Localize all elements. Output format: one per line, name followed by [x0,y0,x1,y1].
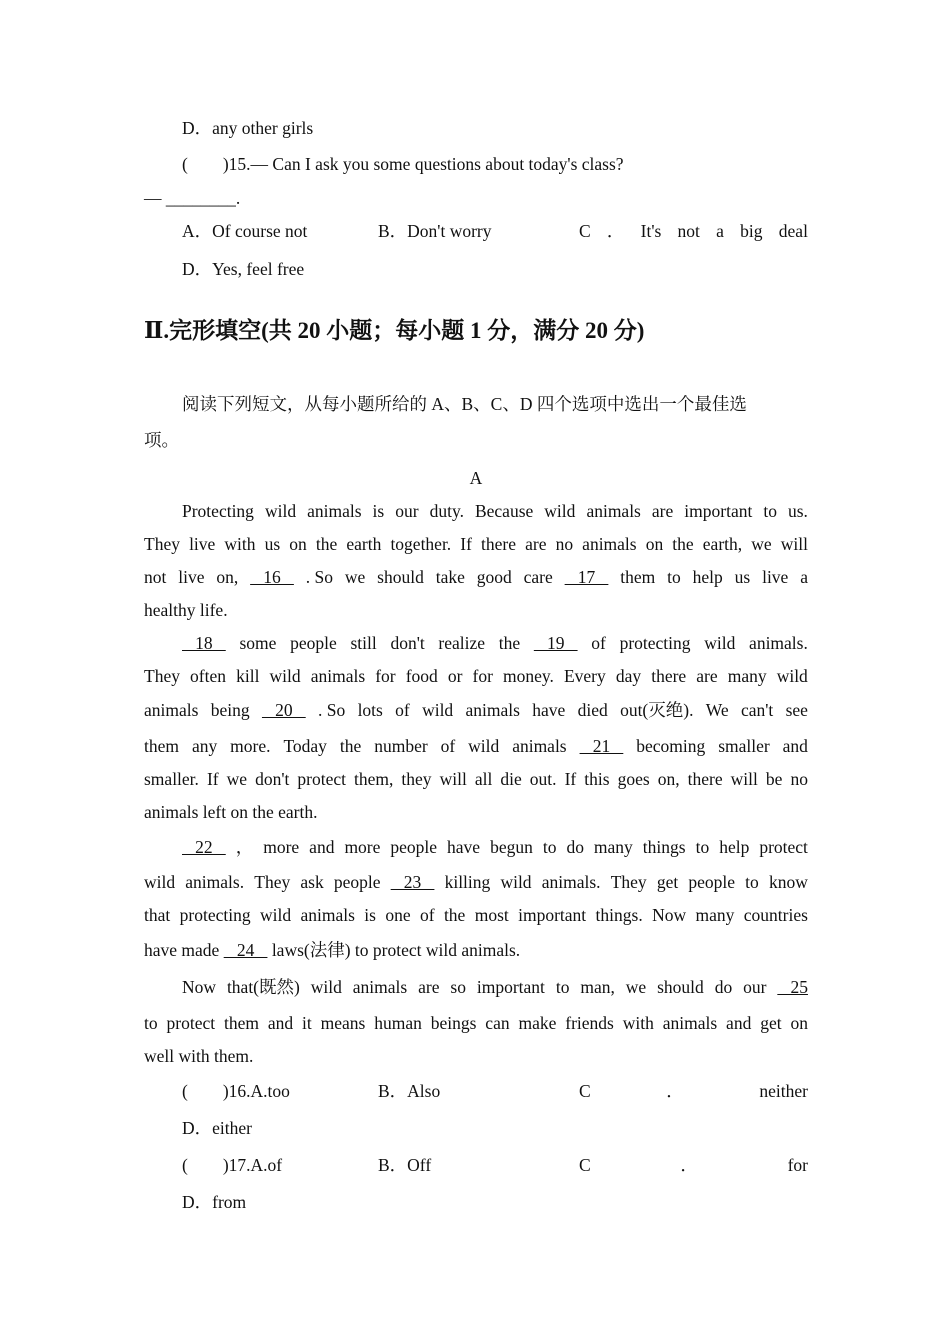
word: die [500,769,522,789]
word: on [790,1013,808,1033]
word: Today [283,736,327,756]
word: of [395,700,410,720]
word: our [743,977,767,997]
instructions-line-1: 阅读下列短文，从每小题所给的 A、B、C、D 四个选项中选出一个最佳选 [182,394,747,414]
word: of [440,736,456,756]
word: ． [666,1081,684,1101]
word: wild [468,736,500,756]
word: C [579,1155,591,1175]
word: have [532,700,566,720]
word: our [395,501,419,521]
word: we [751,534,772,554]
word: often [190,666,227,686]
word: some [239,633,277,653]
passage-line [144,734,808,758]
word: are [651,501,674,521]
passage-label: A [469,468,483,488]
answer-blank: 19 [533,633,578,653]
word: the [315,534,338,554]
word: . So [305,567,333,587]
answer-blank: 23 [390,872,435,892]
word: and [782,736,808,756]
word: killing [444,872,491,892]
word: C [579,1081,591,1101]
word: any [191,736,218,756]
word: neither [759,1081,808,1101]
word: live [762,567,789,587]
passage-line [144,565,808,589]
word: us [264,534,281,554]
answer-blank: 20 [261,700,306,720]
word: kill [236,666,260,686]
word: human [374,1013,422,1033]
word: begun [490,837,533,857]
word: wild [544,501,576,521]
q17-row [182,1153,808,1177]
word: us. [787,501,808,521]
section-heading: Ⅱ.完形填空(共 20 小题；每小题 1 分，满分 20 分) [144,318,645,343]
word: have [447,837,481,857]
word: a [716,221,724,241]
word: to [144,1013,158,1033]
word: money. [503,666,554,686]
word: will [730,769,758,789]
word: them, [354,769,394,789]
word: on, [657,769,680,789]
word: Every [563,666,606,686]
word: earth, [702,534,743,554]
word: all [474,769,493,789]
word: realize [438,633,486,653]
word: live [189,534,216,554]
word: more [263,837,300,857]
word: beings [430,1013,477,1033]
word: will [780,534,808,554]
word: get [760,1013,782,1033]
word: most [474,905,509,925]
passage-line [144,870,808,894]
word: still [350,633,377,653]
word: ask [300,872,324,892]
word: is [372,501,385,521]
word: animals [586,501,641,521]
word: people [688,872,736,892]
q15-option-d: D．Yes, feel free [182,259,305,279]
word: get [656,872,679,892]
word: help [692,567,723,587]
word: wild [259,905,292,925]
answer-blank: 16 [250,567,294,587]
word: If [206,769,219,789]
word: they [401,769,432,789]
word: and [267,1013,294,1033]
word: man, [580,977,615,997]
passage-line [144,698,808,722]
word: and [309,837,335,857]
word: this [584,769,610,789]
q15-options-row [182,219,808,243]
word: animals [662,1013,718,1033]
word: good [476,567,512,587]
word: people [333,872,381,892]
word: a [800,567,808,587]
passage-line [144,1011,808,1035]
word: They [144,666,180,686]
word: more [344,837,381,857]
word: goes [617,769,650,789]
word: died [577,700,608,720]
word: important [518,905,587,925]
word: the [339,736,362,756]
word: wild [422,700,454,720]
word: They [254,872,291,892]
word: them [223,1013,259,1033]
word: smaller [718,736,770,756]
word: They [610,872,647,892]
word: with [224,534,256,554]
q15-stem: ( )15.— Can I ask you some questions about today's class? [182,154,624,174]
passage-line [144,903,808,927]
word: We [705,700,729,720]
word: animals [465,700,520,720]
passage-line [144,532,808,556]
word: animals. [749,633,808,653]
word: animals [310,666,366,686]
word: live [178,567,205,587]
q15-option-c [579,219,808,243]
passage-line [144,938,808,962]
word: us [734,567,751,587]
word: are [525,534,547,554]
word: protect [166,1013,216,1033]
word: help [719,837,750,857]
word: If [460,534,472,554]
passage-line: animals left on the earth. [144,802,318,822]
word: that(既然) [226,977,300,997]
q16-option-c [579,1079,808,1103]
word: no [790,769,808,789]
word: more. [230,736,271,756]
passage-text: laws(法律) to protect wild animals. [267,940,521,960]
q16-stem: ( )16.A.too [182,1081,290,1101]
word: so [450,977,466,997]
word: big [740,221,763,241]
word: on [645,534,664,554]
word: be [765,769,783,789]
word: being [210,700,250,720]
q17-option-c [579,1153,808,1177]
word: ， [235,837,254,857]
passage-line: healthy life. [144,600,228,620]
word: animals. [185,872,245,892]
word: no [555,534,574,554]
word: to [555,977,570,997]
word: there [687,769,723,789]
word: don't [255,769,290,789]
q15-answer-line: — ________. [144,188,241,208]
word: them [620,567,656,587]
word: don't [390,633,425,653]
word: on [289,534,307,554]
q15-option-a: A．Of course not [182,221,308,241]
word: is [364,905,376,925]
passage-line [144,767,808,791]
word: of [419,905,435,925]
word: animals [352,977,408,997]
word: day [615,666,642,686]
word: there [481,534,517,554]
word: countries [743,905,808,925]
word: wild [144,872,176,892]
answer-blank: 18 [182,633,226,653]
word: people [390,837,438,857]
word: lots [357,700,383,720]
word: protecting [179,905,251,925]
word: not [677,221,700,241]
passage-line [182,631,808,655]
word: If [564,769,577,789]
instructions-line-2: 项。 [144,430,179,450]
answer-blank: 25 [777,977,808,997]
passage-text: have made [144,940,224,960]
word: Because [474,501,534,521]
word: should [657,977,704,997]
word: protecting [619,633,691,653]
word: are [418,977,440,997]
q15-option-b: B．Don't worry [378,221,492,241]
word: to [667,567,681,587]
word: them [144,736,179,756]
q17-option-d: D．from [182,1192,247,1212]
word: Now [652,905,687,925]
word: Now [182,977,217,997]
answer-blank: 22 [182,837,226,857]
word: many [695,905,735,925]
word: or [447,666,463,686]
word: that [144,905,171,925]
word: for [375,666,396,686]
word: C [579,221,591,241]
passage-line [182,499,808,523]
word: ． [680,1155,698,1175]
word: with [622,1013,654,1033]
word: wild [310,977,342,997]
word: important [684,501,753,521]
word: make [518,1013,557,1033]
word: things. [595,905,643,925]
q16-option-d: D．either [182,1118,252,1138]
q17-option-b: B．Off [378,1155,432,1175]
word: animals [300,905,355,925]
word: duty. [429,501,464,521]
word: wild [704,633,736,653]
word: many [593,837,633,857]
word: becoming [636,736,706,756]
word: Protecting [182,501,254,521]
word: one [385,905,411,925]
word: smaller. [144,769,199,789]
word: will [439,769,467,789]
word: of [591,633,606,653]
word: It's [640,221,662,241]
word: number [374,736,428,756]
passage-line [182,835,808,859]
word: animals [144,700,199,720]
word: animals [307,501,362,521]
word: see [785,700,808,720]
answer-blank: 17 [564,567,609,587]
word: ． [606,221,625,241]
word: animals. [541,872,601,892]
word: wild [500,872,532,892]
q16-option-b: B．Also [378,1081,441,1101]
word: do [566,837,584,857]
word: animals [582,534,637,554]
blank-24: 24 [223,940,268,960]
word: the [498,633,521,653]
word: to [745,872,759,892]
word: earth [346,534,382,554]
q14-option-d: D．any other girls [182,118,314,138]
word: are [696,666,718,686]
word: food [405,666,438,686]
word: many [727,666,767,686]
word: for [787,1155,808,1175]
passage-line [182,975,808,999]
word: can [485,1013,510,1033]
word: the [443,905,466,925]
word: wild [269,666,301,686]
word: together. [390,534,452,554]
word: do [714,977,733,997]
word: means [320,1013,366,1033]
word: deal [778,221,808,241]
word: we [226,769,248,789]
word: not [144,567,167,587]
word: . So [318,700,346,720]
word: we [625,977,647,997]
word: animals [512,736,567,756]
word: protect [297,769,346,789]
word: we [344,567,366,587]
word: wild [264,501,297,521]
word: important [476,977,545,997]
answer-blank: 21 [579,736,624,756]
word: there [651,666,687,686]
word: can't [740,700,774,720]
word: the [672,534,694,554]
word: for [472,666,493,686]
word: know [768,872,808,892]
word: to [542,837,557,857]
q17-stem: ( )17.A.of [182,1155,283,1175]
word: out. [529,769,557,789]
word: and [726,1013,752,1033]
word: people [290,633,337,653]
q16-row [182,1079,808,1103]
word: protect [759,837,808,857]
word: things [642,837,686,857]
word: wild [776,666,808,686]
word: care [523,567,553,587]
passage-line: well with them. [144,1046,254,1066]
word: out(灭绝). [620,700,694,720]
word: to [695,837,710,857]
word: should [377,567,424,587]
word: to [763,501,777,521]
passage-line [144,664,808,688]
word: friends [565,1013,614,1033]
word: on, [216,567,239,587]
word: They [144,534,180,554]
word: it [302,1013,312,1033]
word: take [435,567,465,587]
